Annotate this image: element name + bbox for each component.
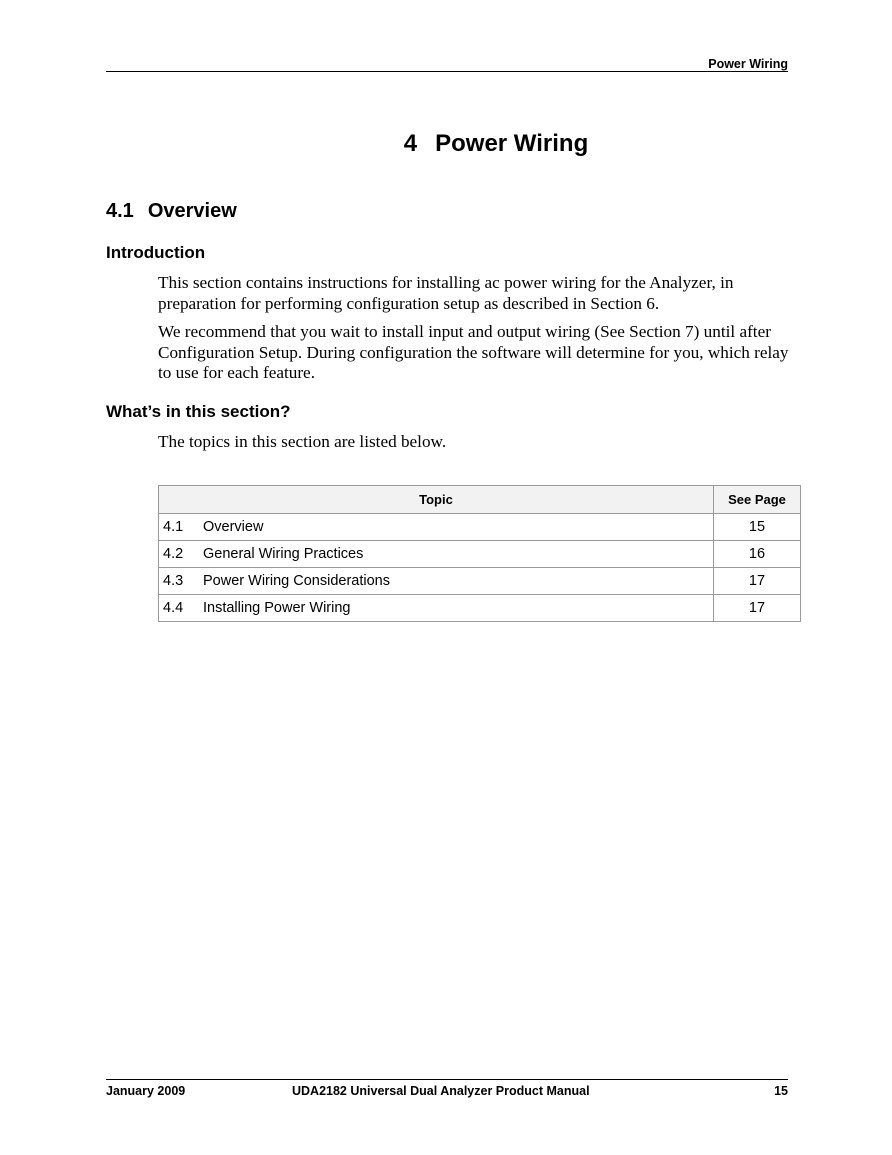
whats-in-section-text: The topics in this section are listed below. — [158, 432, 447, 451]
topic-title: Installing Power Wiring — [203, 600, 351, 616]
page-cell: 16 — [714, 541, 801, 568]
topic-column-header: Topic — [159, 486, 714, 514]
see-page-column-header: See Page — [714, 486, 801, 514]
topics-table — [158, 485, 801, 622]
table-row — [159, 541, 801, 568]
page-cell: 17 — [714, 595, 801, 622]
section-heading — [106, 200, 237, 223]
topic-title: Power Wiring Considerations — [203, 573, 390, 589]
topic-number: 4.4 — [163, 600, 184, 616]
footer-date: January 2009 — [106, 1084, 186, 1098]
topic-cell — [159, 568, 714, 595]
chapter-number: 4 — [403, 130, 418, 157]
topic-cell — [159, 541, 714, 568]
table-row — [159, 595, 801, 622]
introduction-paragraph-1: This section contains instructions for installing ac power wiring for the Analyzer, in preparation for performing configuration setup as described in Section 6. — [158, 273, 734, 313]
introduction-paragraph-2: We recommend that you wait to install input and output wiring (See Section 7) until after Configuration Setup. During configuration the software will determine for you, which relay to use for each feature. — [158, 322, 789, 382]
topic-title: Overview — [203, 519, 264, 535]
table-row — [159, 514, 801, 541]
footer-manual-title: UDA2182 Universal Dual Analyzer Product Manual — [292, 1084, 590, 1098]
footer-rule — [106, 1079, 788, 1080]
running-header: Power Wiring — [708, 57, 788, 71]
topic-cell — [159, 595, 714, 622]
page-cell: 15 — [714, 514, 801, 541]
introduction-heading: Introduction — [106, 243, 206, 262]
section-title: Overview — [147, 200, 237, 222]
section-number: 4.1 — [106, 200, 134, 222]
whats-in-section-heading: What’s in this section? — [106, 402, 291, 421]
topic-cell — [159, 514, 714, 541]
header-rule — [106, 71, 788, 72]
table-header-row — [159, 486, 801, 514]
page-cell: 17 — [714, 568, 801, 595]
topic-title: General Wiring Practices — [203, 546, 364, 562]
chapter-title-text: Power Wiring — [435, 130, 589, 157]
table-row — [159, 568, 801, 595]
topic-number: 4.3 — [163, 573, 184, 589]
footer-page-number: 15 — [774, 1084, 788, 1098]
topic-number: 4.1 — [163, 519, 184, 535]
topic-number: 4.2 — [163, 546, 184, 562]
chapter-title — [106, 130, 886, 158]
